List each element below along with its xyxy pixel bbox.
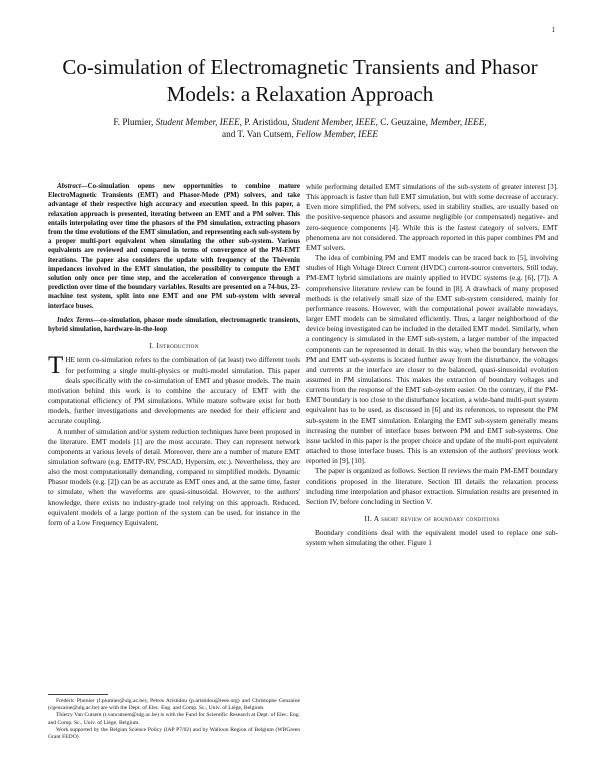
footnote: Work supported by the Belgian Science Policy (IAP P7/02) and by Walloon Region of Belgium (WBGreen Grant FEDO) bbox=[48, 726, 300, 741]
footnote: Thierry Van Cutsem (t.vancutsem@ulg.ac.be) is with the Fund for Scientific Research at Dept. of Elec. Eng. and Comp. Sc., Univ. of Liège, Belgium. bbox=[48, 712, 300, 726]
right-column bbox=[306, 182, 558, 548]
section-heading-boundary-conditions: II. A short review of boundary conditions bbox=[364, 514, 500, 523]
intro-paragraph bbox=[48, 352, 300, 426]
body-paragraph: The paper is organized as follows. Section II reviews the main PM-EMT boundary conditions proposed in the literature. Section III details the relaxation process including time interpolation and phasor extraction. Simulation results are presented in Section IV, before concluding in Section V. bbox=[306, 466, 558, 506]
abstract bbox=[48, 182, 300, 311]
footnote: Frédéric Plumier (f.plumier@ulg.ac.be), Petros Aristidou (p.aristidou@ieee.org) and Christophe Geuzaine (cgeuzaine@ulg.ac.be) are with the Dept. of Elec. Eng. and Comp. Sc., Univ. of Liège, Belgium. bbox=[48, 698, 300, 712]
body-paragraph: The idea of combining PM and EMT models can be traced back to [5], involving studies of High Voltage Direct Current (HVDC) current-source converters. Still today, PM-EMT hybrid simulations are mainly applied to HVDC systems (e.g. [6], [7]). A comprehensive literature review can be found in [8]. A drawback of many proposed methods is the relatively small size of the EMT sub-system considered, mainly for performance reasons. However, with the computational power available nowadays, larger EMT models can be simulated efficiently. Thus, a larger neighborhood of the device being investigated can be included in the detailed EMT model. Similarly, when a contingency is simulated in the EMT sub-system, a larger number of the impacted components can be represented in detail. In this way, when the boundary between the PM and EMT sub-systems is located further away from the disturbance, the voltages and currents at the interface are closer to the balanced, quasi-sinusoidal evolution assumed in PM simulations. This makes the extraction of boundary voltages and currents from the response of the EMT sub-system easier. On the contrary, if the PM-EMT boundary is too close to the disturbance location, a wide-band multi-port system equivalent has to be used, as discussed in [6] and its references, to represent the PM sub-system in the EMT simulation. Enlarging the EMT sub-system generally means increasing the number of interface buses between PM and EMT sub-systems. One issue tackled in this paper is the proper choice and update of the multi-port equivalent attached to those interface buses. This is an extension of the authors' previous work reported in [9], [10]. bbox=[306, 253, 558, 466]
index-terms bbox=[48, 316, 300, 334]
author-name: F. Plumier, bbox=[113, 117, 154, 127]
author-role: Student Member, IEEE, bbox=[155, 117, 242, 127]
author-role: Student Member, IEEE, bbox=[291, 117, 378, 127]
paper-title: Co-simulation of Electromagnetic Transients and Phasor Models: a Relaxation Approach bbox=[62, 55, 538, 106]
drop-cap: T bbox=[48, 352, 64, 380]
index-terms-lead: Index Terms bbox=[57, 316, 94, 324]
body-paragraph: Boundary conditions deal with the equivalent model used to replace one sub-system when simulating the other. Figure 1 bbox=[306, 528, 558, 548]
footnotes bbox=[48, 694, 300, 741]
section-heading-introduction: I. Introduction bbox=[149, 341, 199, 351]
left-column bbox=[48, 182, 300, 528]
index-terms-text: —co-simulation, phasor mode simulation, electromagnetic transients, hybrid simulation, hardware-in-the-loop bbox=[48, 316, 300, 334]
author-role: Fellow Member, IEEE bbox=[296, 129, 378, 139]
author-list bbox=[50, 116, 550, 140]
author-name: and T. Van Cutsem, bbox=[222, 129, 294, 139]
author-name: C. Geuzaine, bbox=[380, 117, 428, 127]
body-paragraph: A number of simulation and/or system reduction techniques have been proposed in the literature. EMT models [1] are the most accurate. They can represent network components at various levels of detail. Moreover, there are a number of mature EMT simulation software (e.g. EMTP-RV, PSCAD, Hypersim, etc.). Nevertheless, they are also the most computationally demanding, compared to simplified models. Dynamic Phasor models (e.g. [2]) can be as accurate as EMT ones and, at the same time, faster to simulate, when the waveforms are quasi-sinusoidal. However, to the authors' knowledge, there exists no industry-grade tool relying on this approach. Reduced, equivalent models of a large portion of the system can be used, for instance in the form of a Low Frequency Equivalent, bbox=[48, 426, 300, 527]
abstract-text: —Co-simulation opens new opportunities to combine mature ElectroMagnetic Transients (EMT) and Phasor-Mode (PM) solvers, and take advantage of their respective high accuracy and execution speed. In this paper, a relaxation approach is presented, iterating between an EMT and a PM solver. This entails interpolating over time the phasors of the PM simulation, extracting phasors from the time evolutions of the EMT simulation, and representing each sub-system by a proper multi-port equivalent when simulating the other sub-system. Various equivalents are reviewed and compared in terms of convergence of the PM-EMT iterations. The paper also considers the update with frequency of the Thévenin impedances involved in the EMT simulation, the possibility to compute the EMT solution only once per time step, and the acceleration of convergence through a prediction over time of the boundary variables. Results are presented on a 74-bus, 23-machine test system, split into one EMT and one PM sub-system with several interface buses. bbox=[48, 183, 300, 310]
author-name: P. Aristidou, bbox=[244, 117, 290, 127]
author-role: Member, IEEE, bbox=[430, 117, 487, 127]
page-number: 1 bbox=[551, 26, 555, 34]
intro-paragraph-text: HE term co-simulation refers to the combination of (at least) two different tools for performing a single multi-physics or multi-model simulation. This paper deals specifically with the co-simulation of EMT and phasor models. The main motivation behind this work is to combine the accuracy of EMT with the computational efficiency of PM simulations. While mature software exist for both models, further investigations and developments are needed for their efficient and accurate coupling. bbox=[48, 355, 300, 426]
footnote-rule bbox=[48, 694, 108, 695]
body-paragraph: while performing detailed EMT simulations of the sub-system of greater interest [3]. This approach is faster than full EMT simulation, but with some decrease of accuracy. Even more simplified, the PM solvers, used in stability studies, are usually based on the positive-sequence phasors and assume negligible (or compensated) negative- and zero-sequence components [4]. While this is the fastest category of solvers, EMT phenomena are not considered. The approach reported in this paper combines PM and EMT solvers. bbox=[306, 182, 558, 252]
abstract-lead: Abstract bbox=[57, 183, 81, 190]
